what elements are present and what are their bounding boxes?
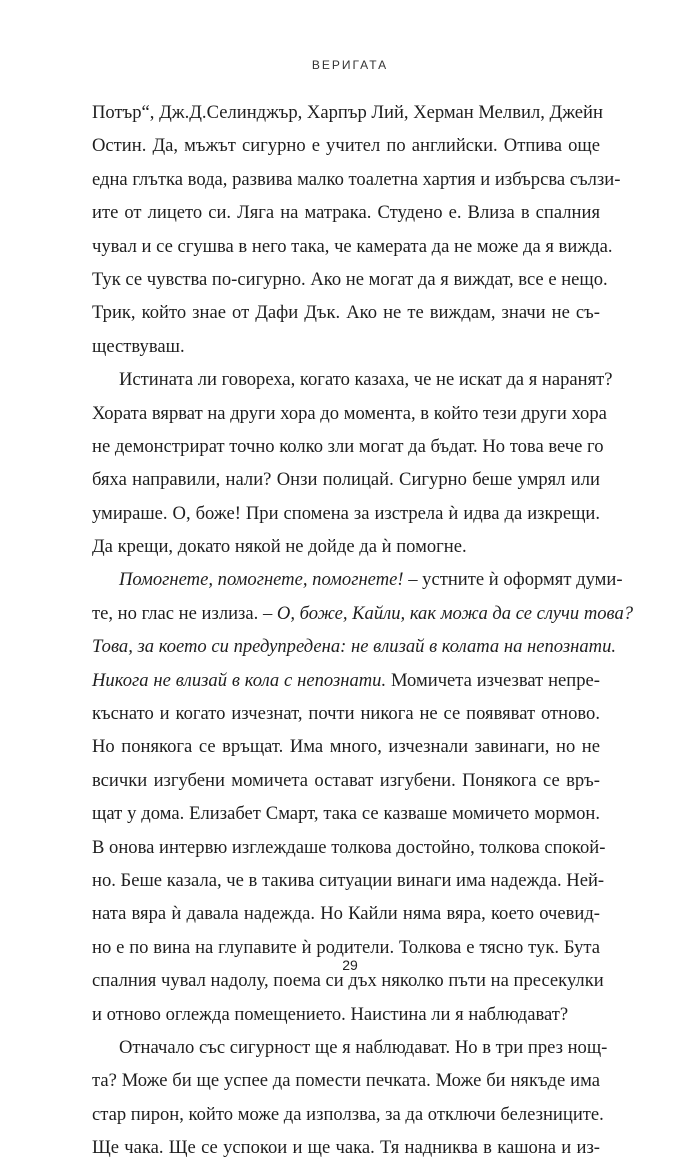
text-line: чувал и се сгушва в него така, че камерата да не може да я вижда.	[92, 235, 613, 257]
roman-text: – устните ѝ оформят думи-	[403, 569, 623, 591]
italic-text: Никога не влизай в кола с непознати.	[92, 669, 387, 691]
text-line: и отново оглежда помещението. Наистина ли я наблюдават?	[92, 1003, 569, 1025]
text-line: бяха направили, нали? Онзи полицай. Сигурно беше умрял или	[92, 469, 600, 491]
text-line: Тук се чувства по-сигурно. Ако не могат да я виждат, все е нещо.	[92, 268, 608, 290]
text-line: Това, за което си предупредена: не влизай в колата на непознати.	[92, 636, 617, 658]
text-line: Да крещи, докато някой не дойде да ѝ помогне.	[92, 536, 467, 558]
text-line: но. Беше казала, че в такива ситуации винаги има надежда. Ней-	[92, 869, 605, 891]
paragraph	[92, 96, 621, 363]
text-line: но е по вина на глупавите ѝ родители. Толкова е тясно тук. Бута	[92, 936, 600, 958]
text-line: умираше. О, боже! При спомена за изстрела ѝ идва да изкрещи.	[92, 502, 600, 524]
text-line: една глътка вода, развива малко тоалетна хартия и избърсва сълзи-	[92, 168, 621, 190]
text-line: Ще чака. Ще се успокои и ще чака. Тя надниква в кашона и из-	[92, 1137, 600, 1159]
text-line: Потър“, Дж.Д.Селинджър, Харпър Лий, Херман Мелвил, Джейн	[92, 102, 603, 123]
text-line: Хората вярват на други хора до момента, в който тези други хора	[92, 402, 607, 424]
text-line: ите от лицето си. Ляга на матрака. Студено е. Влиза в спалния	[92, 202, 600, 224]
running-header: ВЕРИГАТА	[311, 58, 389, 72]
text-line: Истината ли говореха, когато казаха, че не искат да я наранят?	[119, 369, 613, 391]
italic-text: О, боже, Кайли, как можа да се случи това?	[276, 602, 634, 624]
text-line: спалния чувал надолу, поема си дъх няколко пъти на пресекулки	[92, 970, 604, 992]
text-line: В онова интервю изглеждаше толкова достойно, толкова спокой-	[92, 836, 606, 858]
body-text	[92, 96, 634, 1165]
text-line: ната вяра ѝ давала надежда. Но Кайли няма вяра, което очевид-	[92, 903, 600, 925]
text-line: ществуваш.	[92, 335, 185, 357]
text-line: щат у дома. Елизабет Смарт, така се казваше момичето мормон.	[92, 803, 600, 825]
text-line: та? Може би ще успее да помести печката. Може би някъде има	[92, 1070, 600, 1092]
text-line	[92, 664, 600, 697]
text-line	[92, 563, 623, 596]
text-line: Отначало със сигурност ще я наблюдават. Но в три през нощ-	[119, 1036, 608, 1058]
page-number: 29	[342, 957, 358, 973]
text-line	[92, 597, 634, 630]
text-line: Трик, който знае от Дафи Дък. Ако не те виждам, значи не съ-	[92, 302, 600, 324]
text-line: всички изгубени момичета остават изгубени. Понякога се връ-	[92, 769, 600, 791]
italic-text: Помогнете, помогнете, помогнете!	[119, 569, 404, 591]
paragraph	[92, 363, 613, 563]
roman-text: Момичета изчезват непре-	[386, 669, 600, 691]
text-line: къснато и когато изчезнат, почти никога не се появяват отново.	[92, 703, 600, 725]
text-line: не демонстрират точно колко зли могат да бъдат. Но това вече го	[92, 435, 604, 457]
text-line: Остин. Да, мъжът сигурно е учител по английски. Отпива още	[92, 135, 600, 157]
roman-text: те, но глас не излиза. –	[92, 602, 277, 624]
text-line: Но понякога се връщат. Има много, изчезнали завинаги, но не	[92, 736, 600, 758]
text-line: стар пирон, който може да използва, за да отключи белезниците.	[92, 1103, 604, 1125]
paragraph	[92, 1031, 608, 1165]
